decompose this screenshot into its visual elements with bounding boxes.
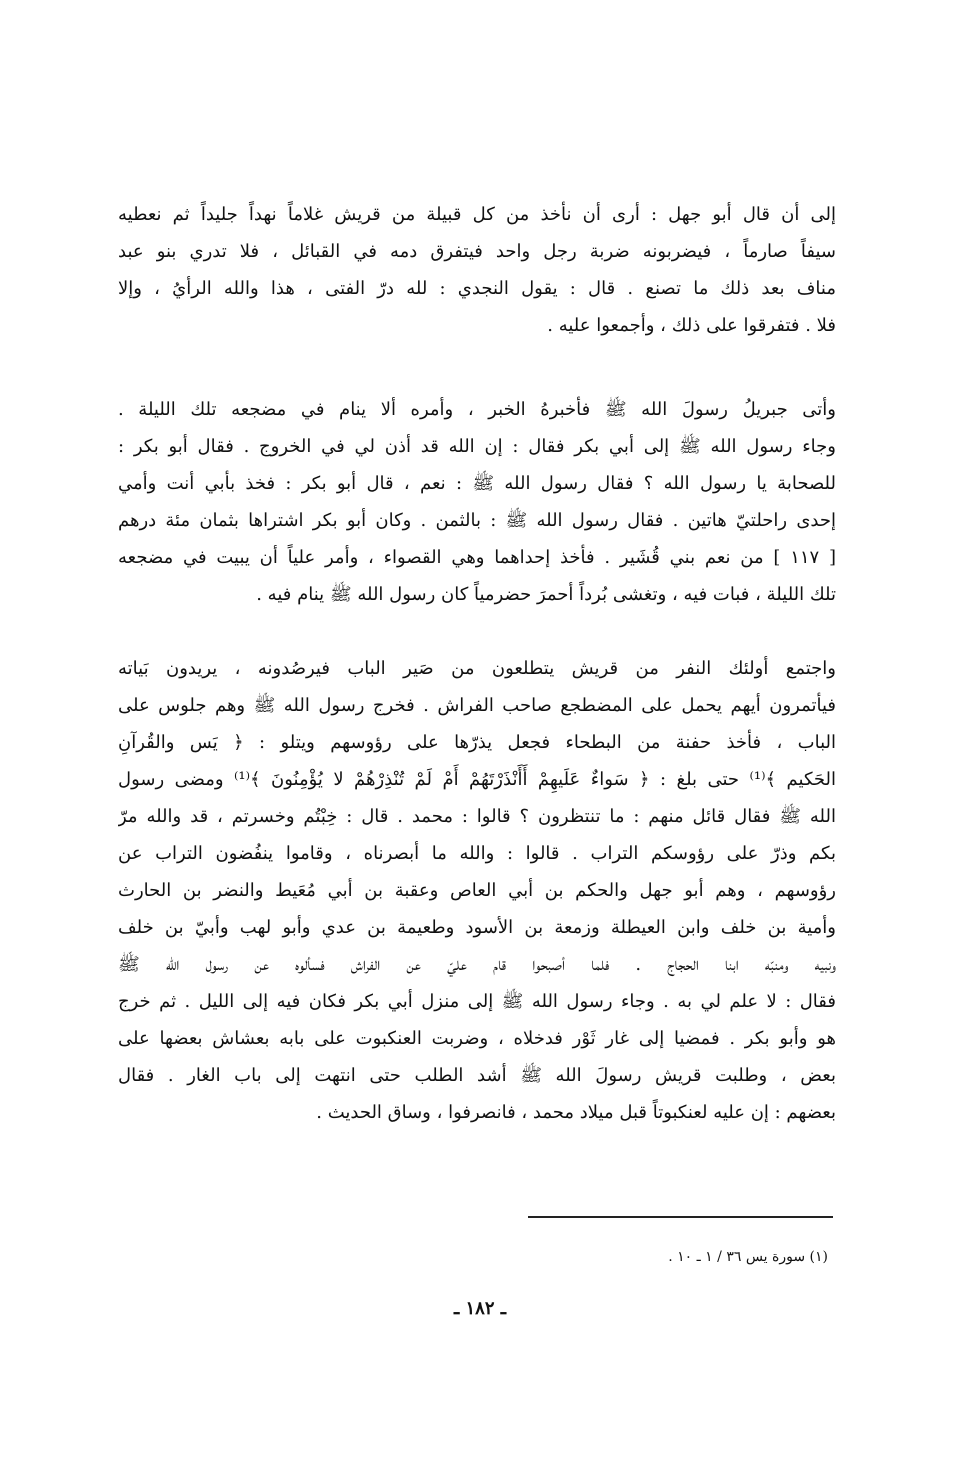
text-line: فلا . فتفرقوا على ذلك ، وأجمعوا عليه . <box>547 315 836 336</box>
text-line: بكم وذرّ على رؤوسكم التراب . قالوا : والله ما أبصرناه ، وقاموا ينفُضون التراب عن <box>118 843 836 864</box>
text-line: وأمية بن خلف وابن العيطلة وزمعة بن الأسود وطعيمة بن عدي وأبو لهب وأبيّ بن خلف <box>118 917 836 938</box>
text-line: [ ١١٧ ] من نعم بني قُشَير . فأخذ إحداهما وهي القصواء ، وأمر علياً أن يبيت في مضجعه <box>118 547 836 568</box>
text-line: إلى أن قال أبو جهل : أرى أن نأخذ من كل قبيلة من قريش غلاماً نهداً جليداً ثم نعطيه <box>118 204 836 225</box>
text-line: سيفاً صارماً ، فيضربونه ضربة رجل واحد فيتفرق دمه في القبائل ، فلا تدري بنو عبد <box>118 241 836 262</box>
text-line: الله ﷺ فقال قائل منهم : ما تنتظرون ؟ قالوا : محمد . قال : خِبْتُم وخسرتم ، قد والله مرّ <box>118 806 836 827</box>
text-line: فيأتمرون أيهم يحمل على المضطجع صاحب الفراش . فخرج رسول الله ﷺ وهم جلوس على <box>118 695 836 716</box>
text-line: رؤوسهم ، وهم أبو جهل والحكم بن أبي العاص وعقبة بن أبي مُعَيط والنضر بن الحارث <box>118 880 836 901</box>
text-line: تلك الليلة ، فبات فيه ، وتغشى بُرداً أحمرَ حضرمياً كان رسول الله ﷺ ينام فيه . <box>256 584 836 605</box>
paragraph-abu-jahl-plan <box>118 196 836 344</box>
page-number: ـ ١٨٢ ـ <box>453 1298 507 1319</box>
text-line: إحدى راحلتيّ هاتين . فقال رسول الله ﷺ : بالثمن . وكان أبو بكر اشتراها بثمان مئة درهم <box>118 510 836 531</box>
text-line: ونبيه ومنبّه ابنا الحجاج . فلما أصبحوا قام عليّ عن الفراش فسألوه عن رسول الله ﷺ <box>118 954 836 975</box>
paragraph-jibril-message <box>118 391 836 613</box>
text-line: للصحابة يا رسول الله ؟ فقال رسول الله ﷺ : نعم ، قال أبو بكر : فخذ بأبي أنت وأمي <box>118 473 836 494</box>
text-line: بعض ، وطلبت قريش رسولَ الله ﷺ أشد الطلب حتى انتهت إلى باب الغار . فقال <box>118 1065 836 1086</box>
text-line: الحَكيم ﴾⁽¹⁾ حتى بلغ : ﴿ سَواءٌ عَلَيهِمْ أَأَنْذَرْتَهُمْ أَمْ لَمْ تُنْذِرْهُمْ لا يُؤْمِنُونَ ﴾⁽¹⁾ ومضى رسول <box>118 769 836 790</box>
text-line: وجاء رسول الله ﷺ إلى أبي بكر فقال : إن الله قد أذن لي في الخروج . فقال أبو بكر : <box>118 436 836 457</box>
text-line: الباب ، فأخذ حفنة من البطحاء فجعل يذرّها على رؤوسهم ويتلو : ﴿ يَس والقُرآنِ <box>118 732 836 753</box>
text-line: وأتى جبريلُ رسولَ الله ﷺ فأخبرهُ الخبر ، وأمره ألا ينام في مضجعه تلك الليلة . <box>118 399 836 420</box>
text-line: واجتمع أولئك النفر من قريش يتطلعون من صَير الباب فيرصُدونه ، يريدون بَياته <box>118 658 836 679</box>
footnote: (١) سورة يس ٣٦ / ١ ـ ١٠ . <box>668 1249 828 1265</box>
text-line: هو وأبو بكر . فمضيا إلى غار ثَوْر فدخلاه ، وضربت العنكبوت على بابه بعشاش بعضها على <box>118 1028 836 1049</box>
text-line: فقال : لا علم لي به . وجاء رسول الله ﷺ إلى منزل أبي بكر فكان فيه إلى الليل . ثم خرج <box>118 991 836 1012</box>
paragraph-quraysh-at-door <box>118 650 836 1131</box>
text-line: بعضهم : إن عليه لعنكبوتاً قبل ميلاد محمد ، فانصرفوا ، وساق الحديث . <box>316 1102 836 1123</box>
footnote-divider <box>528 1216 833 1218</box>
text-line: مناف بعد ذلك ما تصنع . قال : يقول النجدي : لله درّ الفتى ، هذا والله الرأيُ ، وإلا <box>118 278 836 299</box>
